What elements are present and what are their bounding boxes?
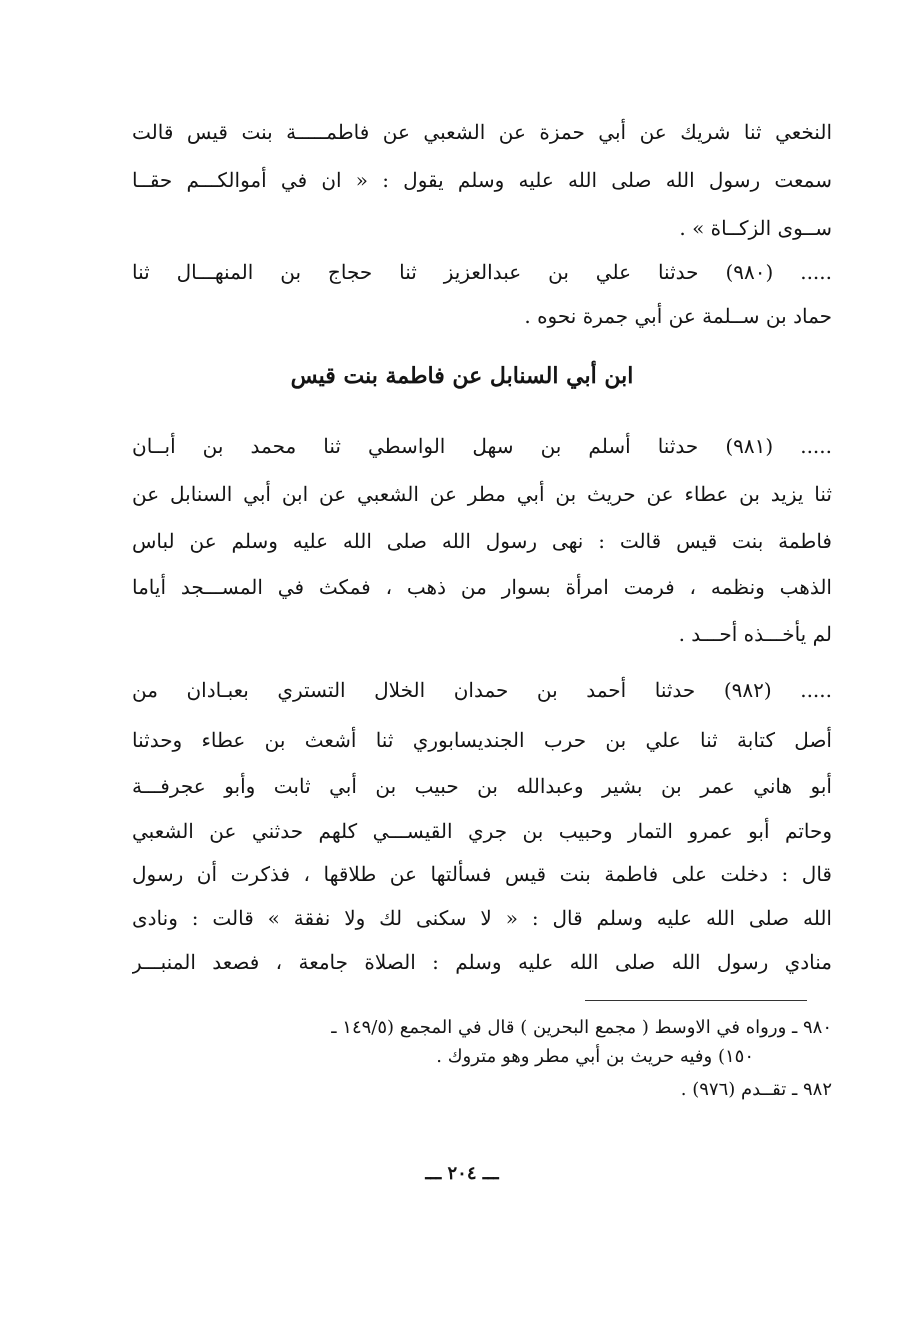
text-line: الله صلى الله عليه وسلم قال : « لا سكنى لك ولا نفقة » قالت : ونادى <box>132 906 832 930</box>
text-line: ثنا يزيد بن عطاء عن حريث بن أبي مطر عن الشعبي عن ابن أبي السنابل عن <box>132 482 832 506</box>
text-line: الذهب ونظمه ، فرمت امرأة بسوار من ذهب ، فمكث في المســـجد أياما <box>132 575 832 599</box>
text-line: وحاتم أبو عمرو التمار وحبيب بن جري القيســـي كلهم حدثني عن الشعبي <box>132 819 832 843</box>
footnote-line: ٩٨٢ ـ تقــدم (٩٧٦) . <box>680 1079 832 1100</box>
text-line: فاطمة بنت قيس قالت : نهى رسول الله صلى الله عليه وسلم عن لباس <box>132 529 832 553</box>
text-line: سمعت رسول الله صلى الله عليه وسلم يقول : « ان في أموالكـــم حقــا <box>132 168 832 192</box>
text-line: قال : دخلت على فاطمة بنت قيس فسألتها عن طلاقها ، فذكرت أن رسول <box>132 862 832 886</box>
text-line: ..... (٩٨١) حدثنا أسلم بن سهل الواسطي ثنا محمد بن أبــان <box>132 434 832 458</box>
section-heading: ابن أبي السنابل عن فاطمة بنت قيس <box>290 363 634 389</box>
text-line: ســوى الزكــاة » . <box>679 216 832 240</box>
footnote-separator <box>585 1000 807 1001</box>
text-line: النخعي ثنا شريك عن أبي حمزة عن الشعبي عن فاطمـــــة بنت قيس قالت <box>132 120 832 144</box>
footnote-line: ٩٨٠ ـ ورواه في الاوسط ( مجمع البحرين ) قال في المجمع (١٤٩/٥ ـ <box>331 1017 832 1038</box>
text-line: منادي رسول الله صلى الله عليه وسلم : الصلاة جامعة ، فصعد المنبـــر <box>132 950 832 974</box>
text-line: أبو هاني عمر بن بشير وعبدالله بن حبيب بن أبي ثابت وأبو عجرفـــة <box>132 774 832 798</box>
text-line: حماد بن ســلمة عن أبي جمرة نحوه . <box>524 304 832 328</box>
text-line: أصل كتابة ثنا علي بن حرب الجنديسابوري ثنا أشعث بن عطاء وحدثنا <box>132 728 832 752</box>
text-line: لم يأخـــذه أحـــد . <box>678 622 832 646</box>
page-number: ـــ ٢٠٤ ـــ <box>425 1163 499 1184</box>
text-line: ..... (٩٨٠) حدثنا علي بن عبدالعزيز ثنا حجاج بن المنهـــال ثنا <box>132 260 832 284</box>
footnote-line: ١٥٠) وفيه حريث بن أبي مطر وهو متروك . <box>436 1046 754 1067</box>
text-line: ..... (٩٨٢) حدثنا أحمد بن حمدان الخلال التستري بعبـادان من <box>132 678 832 702</box>
